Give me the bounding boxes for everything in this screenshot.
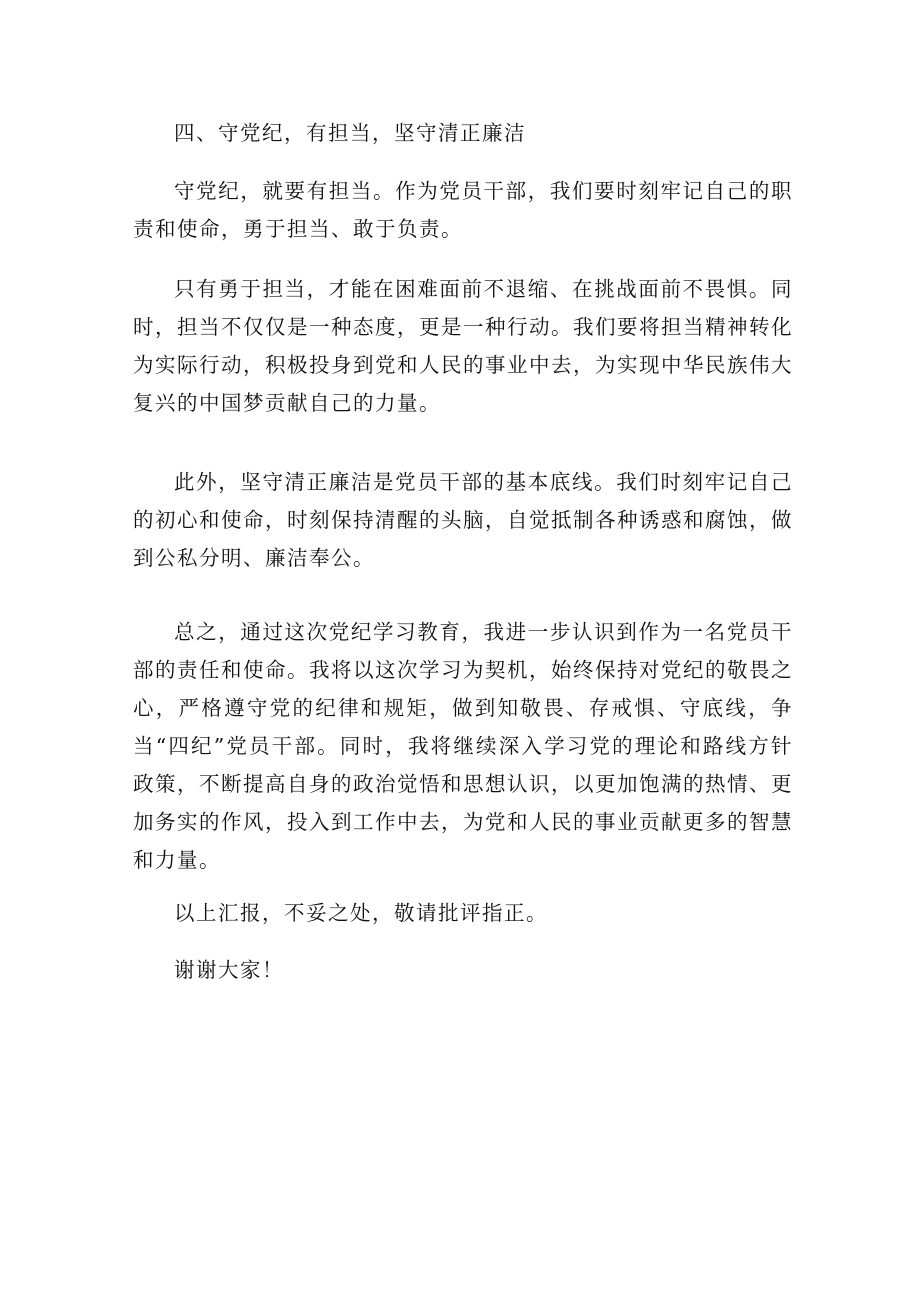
paragraph-closing-report: 以上汇报，不妥之处，敬请批评指正。: [174, 901, 548, 925]
paragraph-action: 只有勇于担当，才能在困难面前不退缩、在挑战面前不畏惧。同时，担当不仅仅是一种态度，更是一种行动。我们要将担当精神转化为实际行动，积极投身到党和人民的事业中去，为实现中华民族伟大复兴的中国梦贡献自己的力量。: [133, 277, 793, 415]
paragraph-duty: 守党纪，就要有担当。作为党员干部，我们要时刻牢记自己的职责和使命，勇于担当、敢于负责。: [133, 179, 793, 241]
section-heading: 四、守党纪，有担当，坚守清正廉洁: [174, 121, 526, 145]
paragraph-summary: 总之，通过这次党纪学习教育，我进一步认识到作为一名党员干部的责任和使命。我将以这次学习为契机，始终保持对党纪的敬畏之心，严格遵守党的纪律和规矩，做到知敬畏、存戒惧、守底线，争当“四纪”党员干部。同时，我将继续深入学习党的理论和路线方针政策，不断提高自身的政治觉悟和思想认识，以更加饱满的热情、更加务实的作风，投入到工作中去，为党和人民的事业贡献更多的智慧和力量。: [133, 620, 793, 872]
paragraph-thanks: 谢谢大家！: [174, 958, 284, 982]
paragraph-integrity: 此外，坚守清正廉洁是党员干部的基本底线。我们时刻牢记自己的初心和使命，时刻保持清醒的头脑，自觉抵制各种诱惑和腐蚀，做到公私分明、廉洁奉公。: [133, 470, 793, 570]
